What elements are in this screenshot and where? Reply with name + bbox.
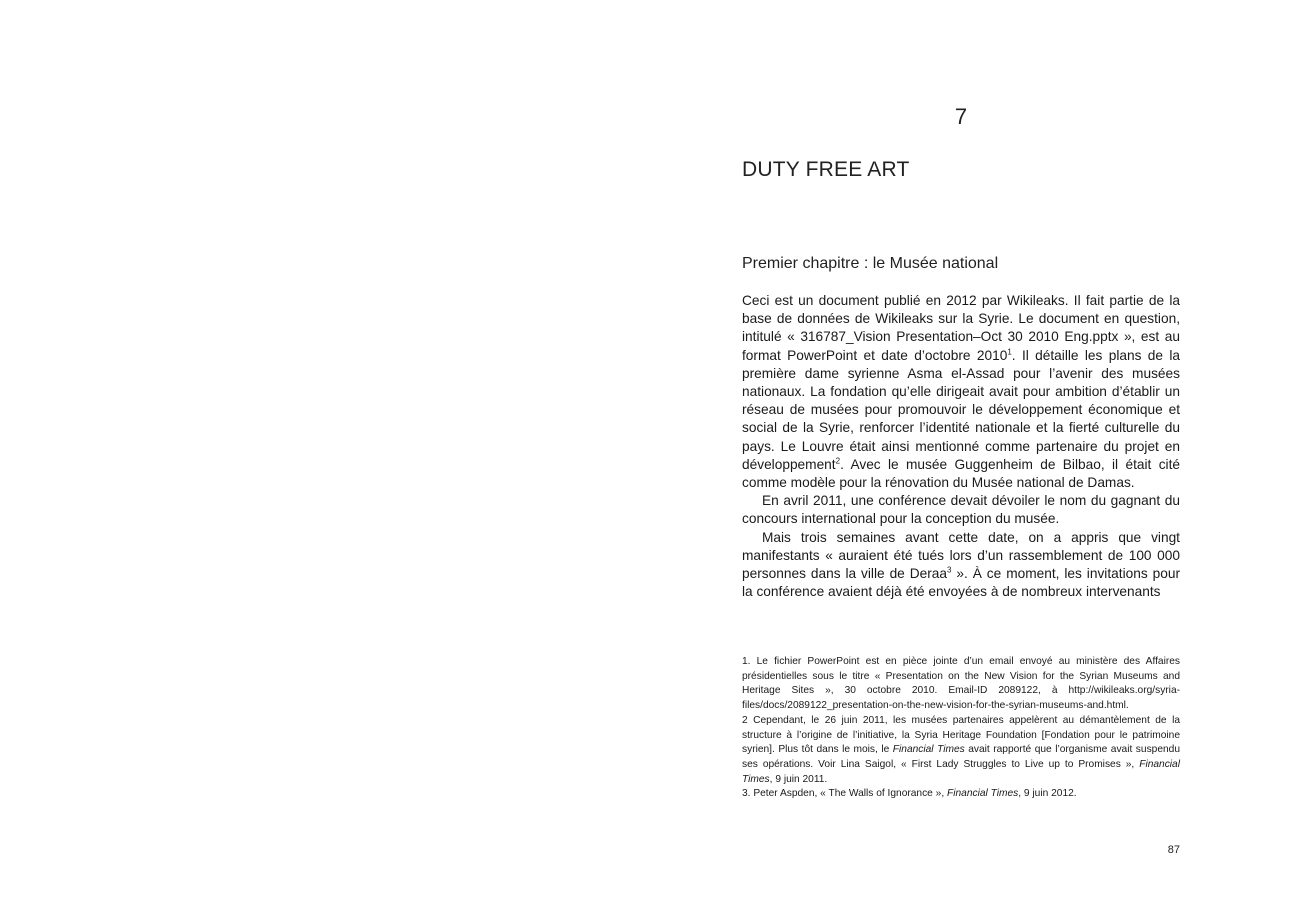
chapter-number: 7 xyxy=(954,104,968,129)
right-page xyxy=(742,0,1180,913)
paragraph-2: En avril 2011, une conférence devait dévoiler le nom du gagnant du concours international pour la conception du musée. xyxy=(742,493,1180,527)
footnotes xyxy=(742,655,1180,802)
page-number: 87 xyxy=(1167,844,1180,856)
chapter-title: DUTY FREE ART xyxy=(742,158,910,181)
footnote-3: 3. Peter Aspden, « The Walls of Ignorance », Financial Times, 9 juin 2012. xyxy=(742,788,1077,800)
body-text xyxy=(742,292,1180,601)
footnote-ref-2: 2 xyxy=(835,456,841,466)
paragraph-3: Mais trois semaines avant cette date, on a appris que vingt manifestants « auraient été tués lors d’un rassemblement de 100 000 personnes dans la ville de Deraa$^3$ ». À ce moment, les invitations pour la conférence avaient déjà été envoyées à de nombreux intervenants xyxy=(742,529,1181,600)
footnote-ref-1: 1 xyxy=(1007,347,1012,357)
footnote-2: 2 Cependant, le 26 juin 2011, les musées partenaires appelèrent au démantèlement de la structure à l’origine de l’initiative, la Syria Heritage Foundation [Fondation pour le patrimoine syrien]. Plus tôt dans le mois, le Financial Times avait rapporté que l’organisme avait suspendu ses opérations. Voir Lina Saigol, « First Lady Struggles to Live up to Promises », Financial Times, 9 juin 2011. xyxy=(742,714,1180,785)
section-heading: Premier chapitre : le Musée national xyxy=(742,255,999,272)
paragraph-1: Ceci est un document publié en 2012 par Wikileaks. Il fait partie de la base de données de Wikileaks sur la Syrie. Le document en question, intitulé « 316787_Vision Presentation–Oct 30 2010 Eng.pptx », est au format PowerPoint et date d’octobre 2010$^1$. Il détaille les plans de la première dame syrienne Asma el-Assad pour l’avenir des musées nationaux. La fondation qu’elle dirigeait avait pour ambition d’établir un réseau de musées pour promouvoir le développement économique et social de la Syrie, renforcer l’identité nationale et la fierté culturelle du pays. Le Louvre était ainsi mentionné comme partenaire du projet en développement$^2$. Avec le musée Guggenheim de Bilbao, il était cité comme modèle pour la rénovation du Musée national de Damas. xyxy=(742,293,1180,491)
footnote-1: 1. Le fichier PowerPoint est en pièce jointe d’un email envoyé au ministère des Affaires présidentielles sous le titre « Presentation on the New Vision for the Syrian Museums and Heritage Sites », 30 octobre 2010. Email-ID 2089122, à http://wikileaks.org/syria-files/docs/2089122_presentation-on-the-new-vision-for-the-syrian-museums-and.html. xyxy=(742,656,1180,712)
footnote-ref-3: 3 xyxy=(947,565,952,575)
